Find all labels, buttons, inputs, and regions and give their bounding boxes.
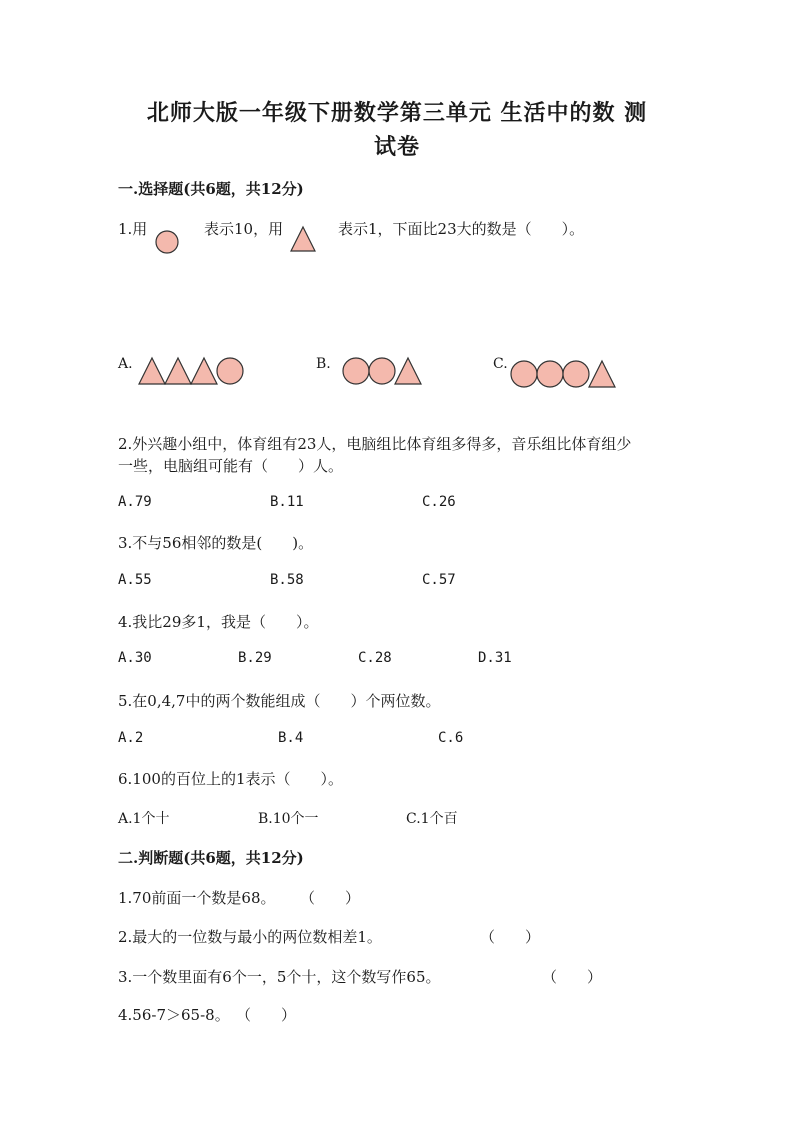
triangle-shape — [191, 358, 217, 384]
q2-text-line2: 一些，电脑组可能有（ ）人。 — [118, 457, 344, 475]
q2-option-a[interactable]: A.79 — [118, 494, 152, 510]
q5-option-b[interactable]: B.4 — [278, 730, 304, 746]
q1-option-c-shapes[interactable] — [510, 360, 620, 390]
q1-option-a-shapes[interactable] — [138, 357, 248, 387]
q5-option-c[interactable]: C.6 — [438, 730, 464, 746]
q4-option-a[interactable]: A.30 — [118, 650, 152, 666]
judge-item-4-blank[interactable]: （ ） — [236, 1006, 297, 1024]
judge-item-3-blank[interactable]: （ ） — [542, 968, 603, 986]
q6-text: 6.100的百位上的1表示（ ）。 — [118, 770, 343, 788]
q1-option-b-label[interactable]: B. — [316, 356, 331, 372]
q1-option-c-label[interactable]: C. — [493, 356, 508, 372]
q2-option-b[interactable]: B.11 — [270, 494, 304, 510]
page-title-line1: 北师大版一年级下册数学第三单元 生活中的数 测 — [146, 100, 648, 126]
triangle-shape — [139, 358, 165, 384]
circle-shape — [563, 361, 589, 387]
judge-item-2-blank[interactable]: （ ） — [480, 928, 541, 946]
q5-option-a[interactable]: A.2 — [118, 730, 144, 746]
triangle-shape — [395, 358, 421, 384]
q6-option-c[interactable]: C.1个百 — [406, 811, 458, 827]
section-heading-choice: 一.选择题(共6题，共12分) — [118, 180, 304, 198]
circle-shape — [217, 358, 243, 384]
triangle-icon — [290, 226, 316, 252]
triangle-shape — [165, 358, 191, 384]
q3-text: 3.不与56相邻的数是( )。 — [118, 534, 314, 552]
q1-option-b-shapes[interactable] — [342, 357, 432, 387]
q2-option-c[interactable]: C.26 — [422, 494, 456, 510]
q3-option-a[interactable]: A.55 — [118, 572, 152, 588]
q1-option-a-label[interactable]: A. — [118, 356, 133, 372]
circle-icon — [155, 230, 179, 254]
q1-text-part2: 表示10，用 — [204, 220, 284, 238]
q1-text-part1: 1.用 — [118, 220, 148, 238]
q3-option-b[interactable]: B.58 — [270, 572, 304, 588]
q2-text-line1: 2.外兴趣小组中，体育组有23人，电脑组比体育组多得多，音乐组比体育组少 — [118, 435, 632, 453]
q1-text-part3: 表示1，下面比23大的数是（ ）。 — [338, 220, 585, 238]
judge-item-3-text: 3.一个数里面有6个一，5个十，这个数写作65。 — [118, 968, 441, 986]
triangle-shape — [589, 361, 615, 387]
q4-text: 4.我比29多1，我是（ ）。 — [118, 613, 319, 631]
section-heading-judgement: 二.判断题(共6题，共12分) — [118, 849, 304, 867]
q4-option-d[interactable]: D.31 — [478, 650, 512, 666]
q4-option-c[interactable]: C.28 — [358, 650, 392, 666]
q5-text: 5.在0,4,7中的两个数能组成（ ）个两位数。 — [118, 692, 441, 710]
circle-shape — [343, 358, 369, 384]
q6-option-a[interactable]: A.1个十 — [118, 811, 170, 827]
judge-item-1-blank[interactable]: （ ） — [300, 889, 361, 907]
q3-option-c[interactable]: C.57 — [422, 572, 456, 588]
circle-shape — [369, 358, 395, 384]
circle-shape — [537, 361, 563, 387]
judge-item-2-text: 2.最大的一位数与最小的两位数相差1。 — [118, 928, 382, 946]
q4-option-b[interactable]: B.29 — [238, 650, 272, 666]
judge-item-4-text: 4.56-7＞65-8。 — [118, 1006, 230, 1024]
judge-item-1-text: 1.70前面一个数是68。 — [118, 889, 276, 907]
circle-shape — [511, 361, 537, 387]
q6-option-b[interactable]: B.10个一 — [258, 811, 319, 827]
page-title-line2: 试卷 — [373, 134, 420, 160]
